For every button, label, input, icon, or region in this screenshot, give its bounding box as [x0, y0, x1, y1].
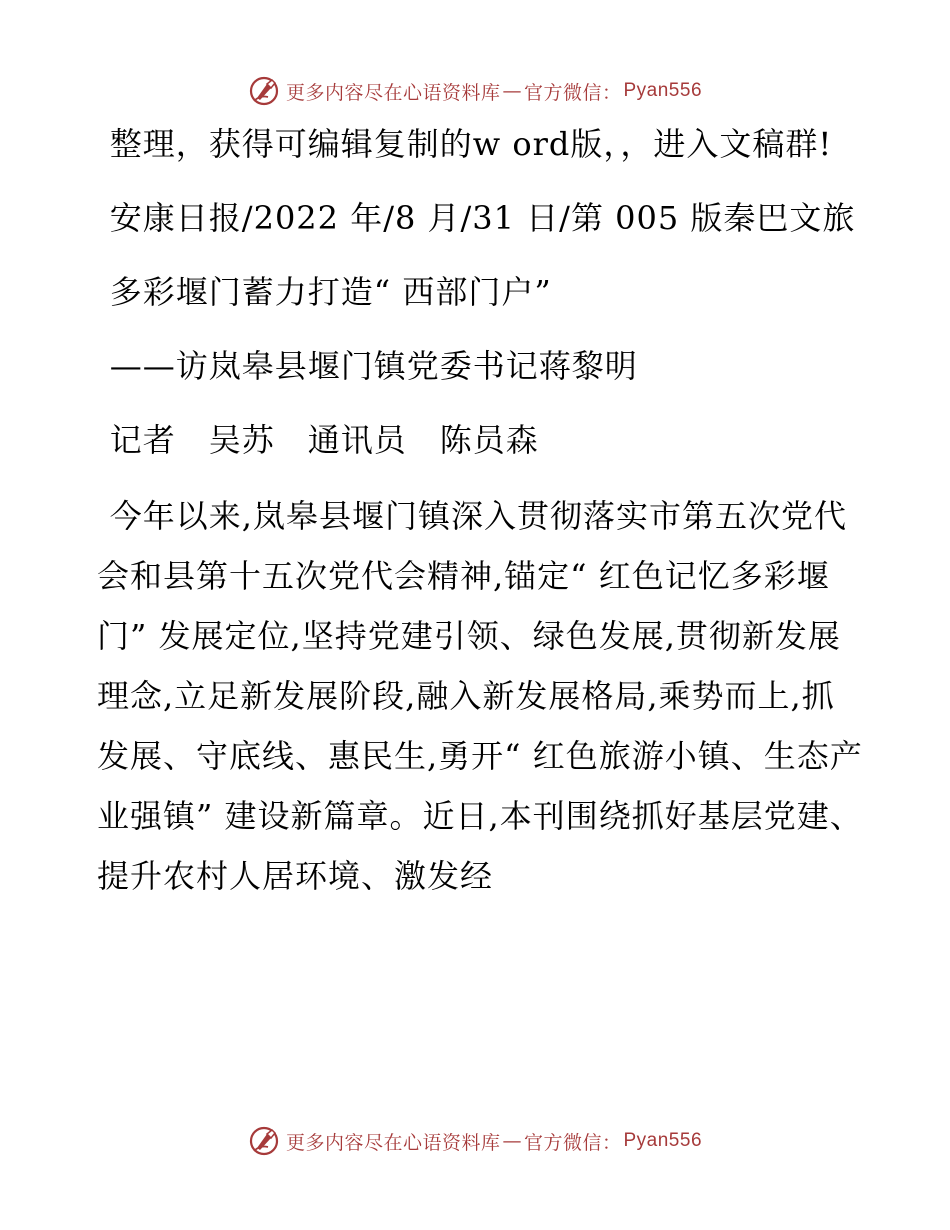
footer-wechat-label: 官方微信： — [523, 1131, 622, 1154]
pen-nib-logo-icon — [248, 1125, 280, 1157]
footer-wechat-id: Pyan556 — [623, 1130, 703, 1151]
footer-separator: — — [502, 1130, 522, 1152]
article-title: 多彩堰门蓄力打造“ 西部门户” — [109, 273, 552, 311]
header-banner[interactable] — [0, 71, 950, 111]
article-body: 今年以来,岚皋县堰门镇深入贯彻落实市第五次党代会和县第十五次党代会精神,锚定“ 红色记忆多彩堰门” 发展定位,坚持党建引领、绿色发展,贯彻新发展理念,立足新发展阶段,融入新发展格局,乘势而上,抓发展、守底线、惠民生,勇开“ 红色旅游小镇、生态产业强镇” 建设新篇章。近日,本刊围绕抓好基层党建、提升农村人居环境、激发经 — [97, 497, 863, 895]
document-content — [97, 116, 867, 923]
pen-nib-logo-icon — [248, 75, 280, 107]
article-subtitle: ——访岚皋县堰门镇党委书记蒋黎明 — [109, 347, 638, 385]
header-separator: — — [502, 80, 522, 102]
header-site-text: 更多内容尽在心语资料库 — [285, 81, 501, 104]
header-wechat-id: Pyan556 — [623, 80, 703, 101]
header-wechat-label: 官方微信： — [523, 81, 622, 104]
article-byline: 记者 吴苏 通讯员 陈员森 — [109, 421, 539, 459]
source-line: 安康日报/2022 年/8 月/31 日/第 005 版秦巴文旅 — [109, 199, 856, 237]
footer-site-text: 更多内容尽在心语资料库 — [285, 1131, 501, 1154]
footer-banner[interactable] — [0, 1121, 950, 1161]
intro-paragraph: 整理，获得可编辑复制的w ord版，，进入文稿群! — [109, 125, 833, 163]
